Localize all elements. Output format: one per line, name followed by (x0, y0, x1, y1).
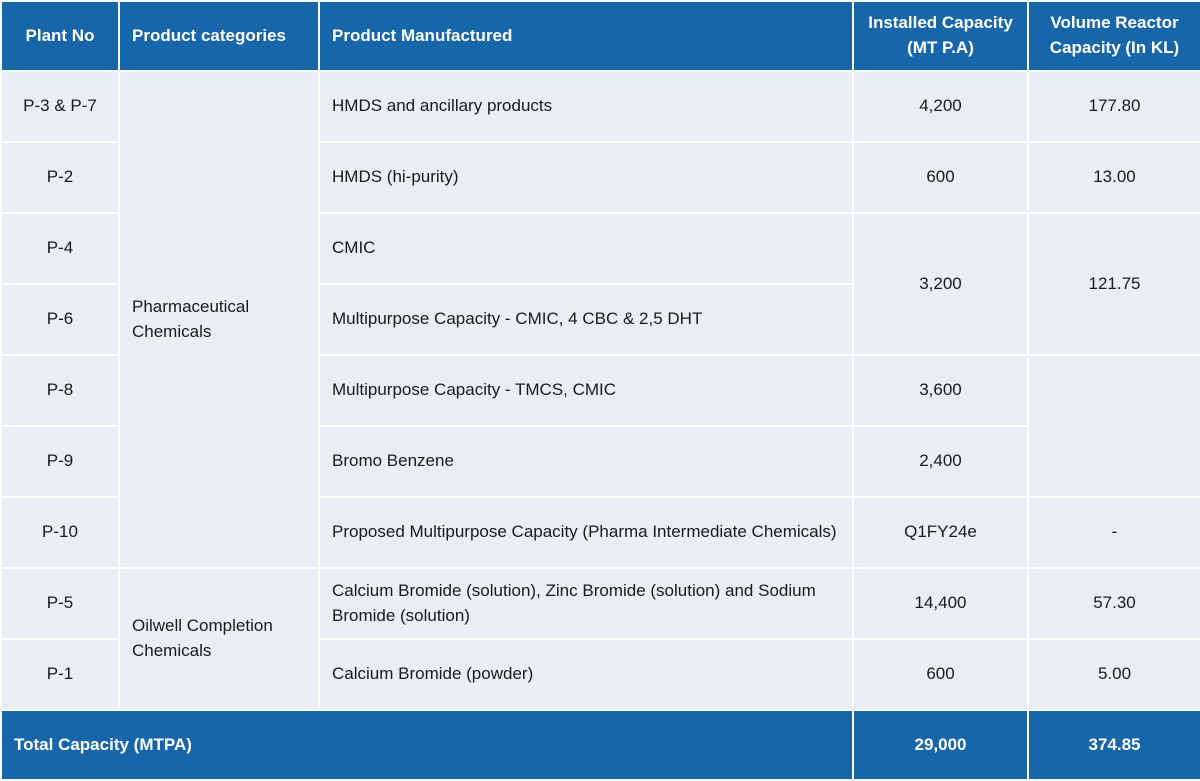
plant-no-cell: P-9 (1, 426, 119, 497)
plant-no-cell: P-6 (1, 284, 119, 355)
plant-no-cell: P-2 (1, 142, 119, 213)
header-product-manufactured: Product Manufactured (319, 1, 853, 71)
plant-no-cell: P-5 (1, 568, 119, 639)
header-reactor-capacity: Volume Reactor Capacity (In KL) (1028, 1, 1200, 71)
category-oilwell: Oilwell Completion Chemicals (119, 568, 319, 710)
reactor-capacity-cell: 121.75 (1028, 213, 1200, 355)
installed-capacity-cell: 14,400 (853, 568, 1028, 639)
installed-capacity-cell: 2,400 (853, 426, 1028, 497)
installed-capacity-cell: 600 (853, 142, 1028, 213)
product-cell: Calcium Bromide (powder) (319, 639, 853, 710)
reactor-capacity-cell: 5.00 (1028, 639, 1200, 710)
product-cell: Multipurpose Capacity - TMCS, CMIC (319, 355, 853, 426)
plant-no-cell: P-1 (1, 639, 119, 710)
installed-capacity-cell: 3,600 (853, 355, 1028, 426)
product-cell: CMIC (319, 213, 853, 284)
total-label: Total Capacity (MTPA) (1, 710, 853, 780)
reactor-capacity-empty-cell (1028, 355, 1200, 497)
plant-no-cell: P-3 & P-7 (1, 71, 119, 142)
plant-no-cell: P-4 (1, 213, 119, 284)
installed-capacity-cell: Q1FY24e (853, 497, 1028, 568)
category-pharmaceutical: Pharmaceutical Chemicals (119, 71, 319, 568)
installed-capacity-cell: 600 (853, 639, 1028, 710)
table-row (1, 71, 1200, 142)
total-reactor-capacity: 374.85 (1028, 710, 1200, 780)
reactor-capacity-cell: 57.30 (1028, 568, 1200, 639)
plant-no-cell: P-10 (1, 497, 119, 568)
header-product-categories: Product categories (119, 1, 319, 71)
header-row (1, 1, 1200, 71)
table-row (1, 568, 1200, 639)
installed-capacity-cell: 3,200 (853, 213, 1028, 355)
product-cell: HMDS and ancillary products (319, 71, 853, 142)
product-cell: Bromo Benzene (319, 426, 853, 497)
plant-no-cell: P-8 (1, 355, 119, 426)
total-installed-capacity: 29,000 (853, 710, 1028, 780)
header-plant-no: Plant No (1, 1, 119, 71)
installed-capacity-cell: 4,200 (853, 71, 1028, 142)
reactor-capacity-cell: - (1028, 497, 1200, 568)
product-cell: Multipurpose Capacity - CMIC, 4 CBC & 2,5 DHT (319, 284, 853, 355)
product-cell: HMDS (hi-purity) (319, 142, 853, 213)
reactor-capacity-cell: 13.00 (1028, 142, 1200, 213)
total-row (1, 710, 1200, 780)
reactor-capacity-cell: 177.80 (1028, 71, 1200, 142)
product-cell: Calcium Bromide (solution), Zinc Bromide (solution) and Sodium Bromide (solution) (319, 568, 853, 639)
product-cell: Proposed Multipurpose Capacity (Pharma Intermediate Chemicals) (319, 497, 853, 568)
header-installed-capacity: Installed Capacity (MT P.A) (853, 1, 1028, 71)
